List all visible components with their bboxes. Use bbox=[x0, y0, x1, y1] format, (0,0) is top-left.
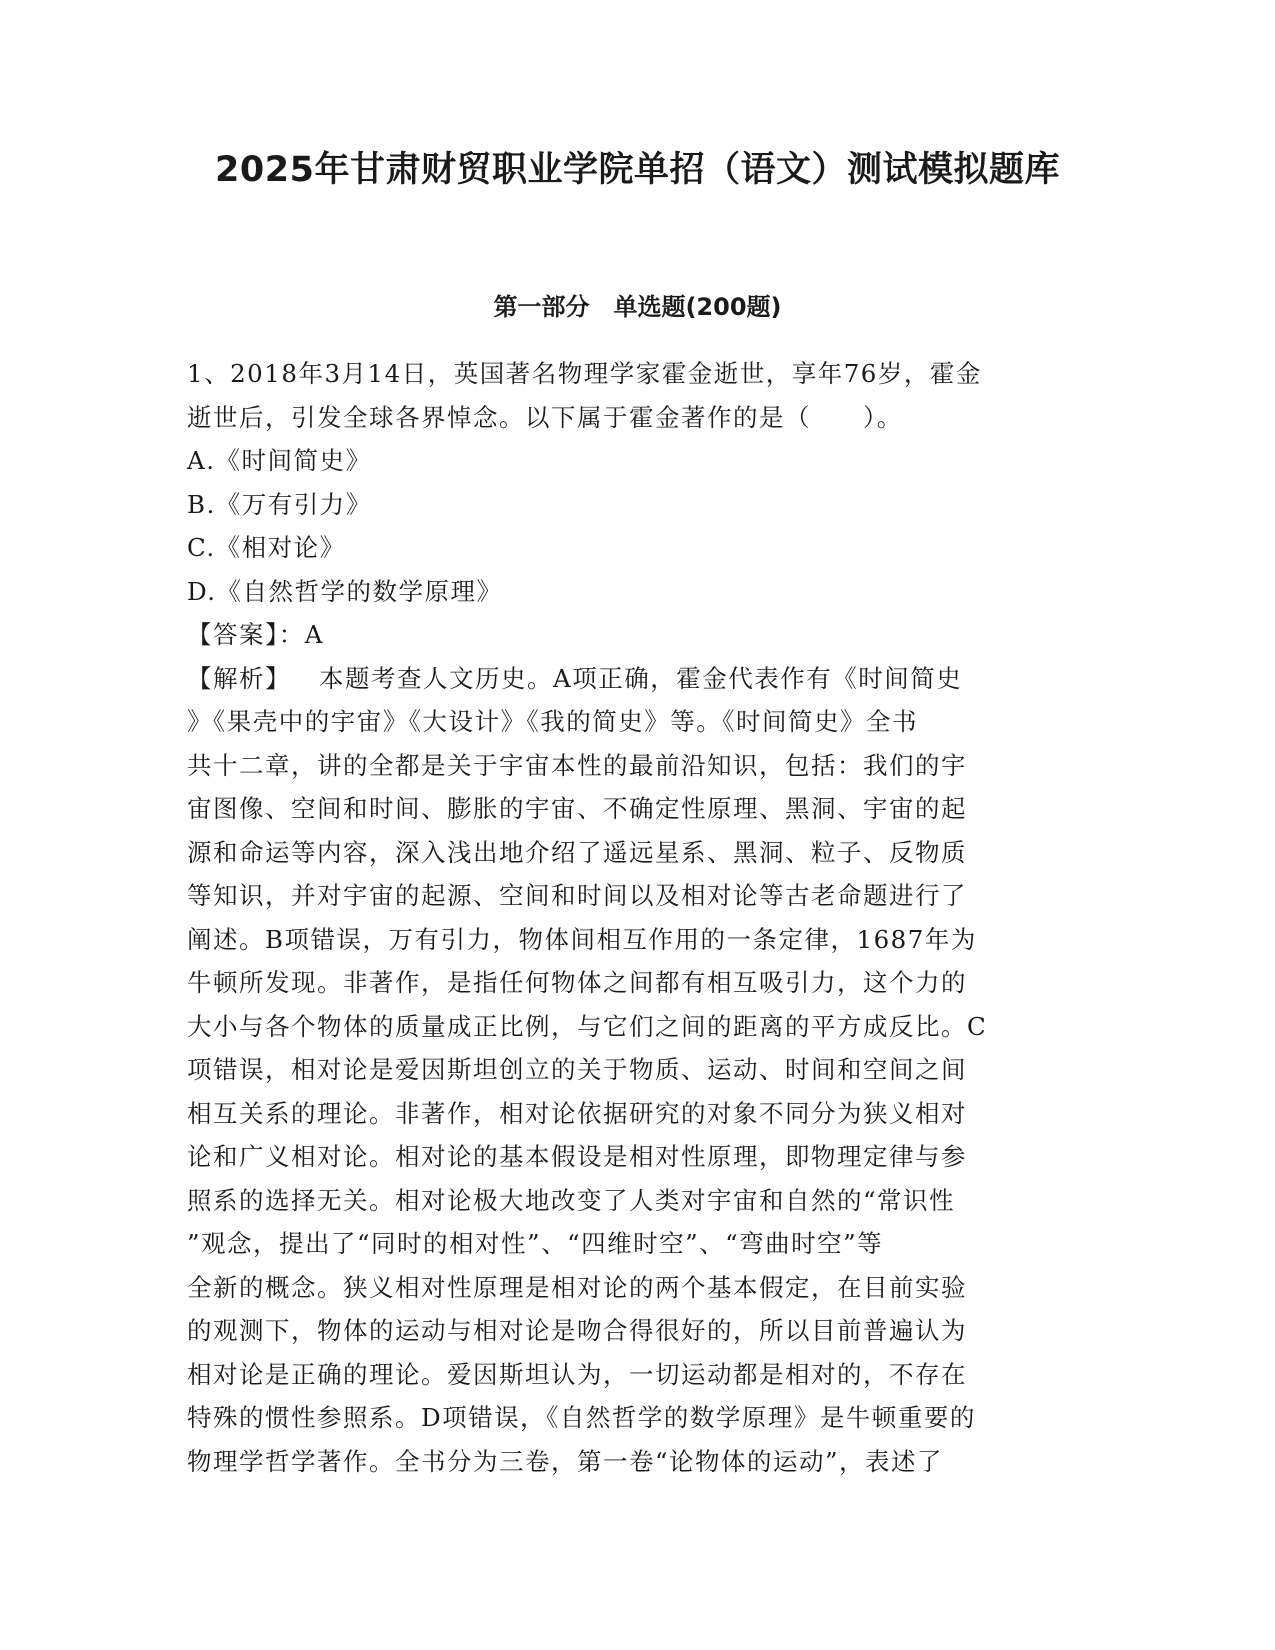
section-title: 第一部分 单选题(200题) bbox=[493, 293, 782, 321]
analysis-line: 牛顿所发现。非著作，是指任何物体之间都有相互吸引力，这个力的 bbox=[187, 968, 967, 997]
analysis-line: 共十二章，讲的全都是关于宇宙本性的最前沿知识，包括：我们的宇 bbox=[187, 750, 967, 780]
option-b: B.《万有引力》 bbox=[187, 489, 372, 519]
question-stem-line: 1、2018年3月14日，英国著名物理学家霍金逝世，享年76岁，霍金 bbox=[187, 359, 982, 388]
analysis-line: 宙图像、空间和时间、膨胀的宇宙、不确定性原理、黑洞、宇宙的起 bbox=[187, 794, 967, 823]
question-stem-line: 逝世后，引发全球各界悼念。以下属于霍金著作的是（ ）。 bbox=[187, 402, 903, 432]
answer-line bbox=[187, 613, 1087, 657]
analysis-line: 论和广义相对论。相对论的基本假设是相对性原理，即物理定律与参 bbox=[187, 1142, 967, 1171]
option-c: C.《相对论》 bbox=[187, 533, 346, 562]
option-a: A.《时间简史》 bbox=[187, 446, 372, 475]
option-d: D.《自然哲学的数学原理》 bbox=[187, 576, 503, 606]
analysis-text: 本题考查人文历史。A项正确，霍金代表作有《时间简史 bbox=[319, 663, 963, 693]
analysis-line: 相互关系的理论。非著作，相对论依据研究的对象不同分为狭义相对 bbox=[187, 1098, 967, 1128]
analysis-line: 照系的选择无关。相对论极大地改变了人类对宇宙和自然的“常识性 bbox=[187, 1185, 956, 1215]
question-block bbox=[187, 352, 1087, 1483]
analysis-line: 项错误，相对论是爱因斯坦创立的关于物质、运动、时间和空间之间 bbox=[187, 1055, 967, 1084]
analysis-line: 》《果壳中的宇宙》《大设计》《我的简史》等。《时间简史》全书 bbox=[187, 707, 918, 736]
analysis-line: 阐述。B项错误，万有引力，物体间相互作用的一条定律，1687年为 bbox=[187, 924, 977, 954]
analysis-line: 物理学哲学著作。全书分为三卷，第一卷“论物体的运动”，表述了 bbox=[187, 1446, 944, 1476]
answer-label: 【答案】： bbox=[187, 620, 305, 649]
analysis-line: 的观测下，物体的运动与相对论是吻合得很好的，所以目前普遍认为 bbox=[187, 1316, 967, 1345]
analysis-line: 大小与各个物体的质量成正比例，与它们之间的距离的平方成反比。C bbox=[187, 1011, 988, 1041]
analysis-line: 全新的概念。狭义相对性原理是相对论的两个基本假定，在目前实验 bbox=[187, 1272, 967, 1302]
analysis-label: 【解析】 bbox=[187, 663, 291, 693]
answer-value: A bbox=[304, 620, 324, 649]
analysis-line bbox=[187, 657, 1087, 701]
analysis-line: ”观念，提出了“同时的相对性”、“四维时空”、“弯曲时空”等 bbox=[187, 1229, 884, 1258]
analysis-line: 等知识，并对宇宙的起源、空间和时间以及相对论等古老命题进行了 bbox=[187, 881, 967, 910]
analysis-line: 相对论是正确的理论。爱因斯坦认为，一切运动都是相对的，不存在 bbox=[187, 1359, 967, 1389]
analysis-line: 特殊的惯性参照系。D项错误，《自然哲学的数学原理》是牛顿重要的 bbox=[187, 1403, 976, 1432]
document-title: 2025年甘肃财贸职业学院单招（语文）测试模拟题库 bbox=[215, 150, 1060, 190]
analysis-line: 源和命运等内容，深入浅出地介绍了遥远星系、黑洞、粒子、反物质 bbox=[187, 837, 967, 867]
